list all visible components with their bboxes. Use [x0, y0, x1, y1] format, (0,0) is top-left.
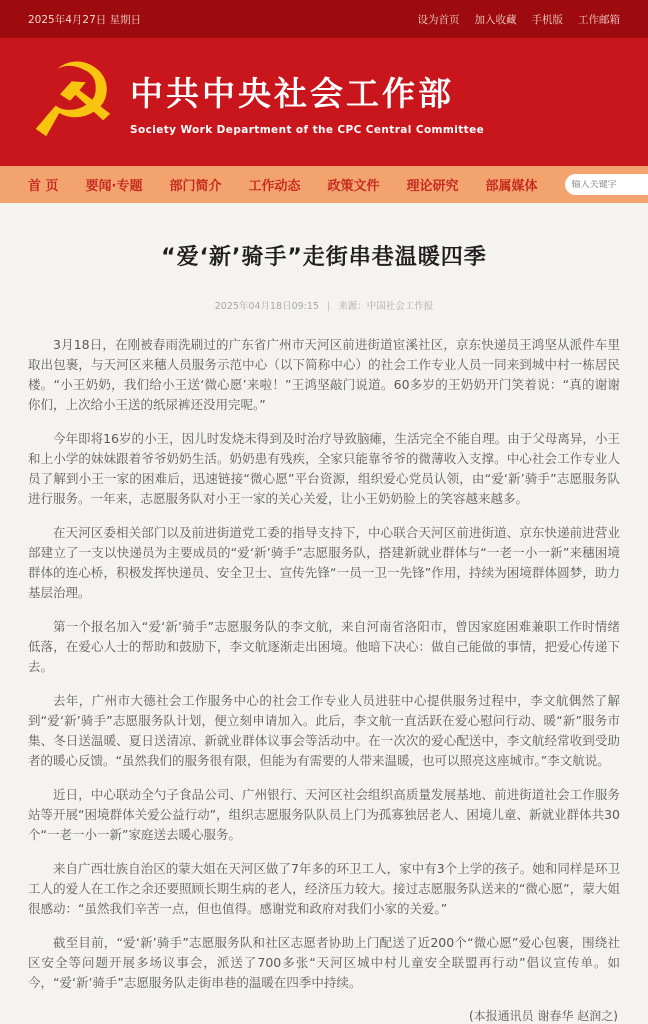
article-paragraph: 在天河区委相关部门以及前进街道党工委的指导支持下，中心联合天河区前进街道、京东快递前进营业部建立了一支以快递员为主要成员的“爱‘新’骑手”志愿服务队，搭建新就业群体与“一老一小一新”来穗困境群体的连心桥，积极发挥快递员、安全卫士、宣传先锋“一员一卫一先锋”作用，持续为困境群体圆梦，助力基层治理。 — [28, 525, 620, 600]
link-mobile-version[interactable]: 手机版 — [531, 13, 563, 26]
article-paragraph: 截至目前，“爱‘新’骑手”志愿服务队和社区志愿者协助上门配送了近200个“微心愿”爱心包裹，围绕社区安全等问题开展多场议事会，派送了700多张“天河区城中村儿童安全联盟再行动”倡议宣传单。如今，“爱‘新’骑手”志愿服务队走街串巷的温暖在四季中持续。 — [28, 935, 620, 990]
nav-item-affiliated-media[interactable]: 部属媒体 — [485, 179, 538, 194]
main-nav — [0, 166, 648, 203]
article-paragraph: 第一个报名加入“爱‘新’骑手”志愿服务队的李文航，来自河南省洛阳市，曾因家庭困难兼职工作时情绪低落，在爱心人士的帮助和鼓励下，李文航逐渐走出困境。他暗下决心：做自己能做的事情，把爱心传递下去。 — [28, 619, 620, 674]
article-paragraph: 今年即将16岁的小王，因儿时发烧未得到及时治疗导致脑瘫，生活完全不能自理。由于父母离异，小王和上小学的妹妹跟着爷爷奶奶生活。奶奶患有残疾，全家只能靠爷爷的微薄收入支撑。中心社会工作专业人员了解到小王一家的困难后，迅速链接“微心愿”平台资源，组织爱心党员认领，由“爱‘新’骑手”志愿服务队进行服务。一年来，志愿服务队对小王一家的关心关爱，让小王奶奶脸上的笑容越来越多。 — [28, 431, 620, 506]
article-paragraph: 3月18日，在刚被春雨洗刷过的广东省广州市天河区前进街道宦溪社区，京东快递员王鸿坚从派件车里取出包裹，与天河区来穗人员服务示范中心（以下简称中心）的社会工作专业人员一同来到城中村一栋居民楼。“小王奶奶，我们给小王送‘微心愿’来啦！”王鸿坚敲门说道。60多岁的王奶奶开门笑着说：“真的谢谢你们，上次给小王送的纸尿裤还没用完呢。” — [28, 337, 620, 412]
party-emblem-icon[interactable]: ☭ — [27, 42, 119, 161]
site-title: 中共中央社会工作部 — [130, 74, 454, 113]
site-identity — [130, 68, 484, 136]
nav-item-work-updates[interactable]: 工作动态 — [248, 179, 301, 194]
nav-item-home[interactable]: 首 页 — [28, 179, 59, 194]
article-container — [0, 203, 648, 1024]
topbar — [0, 0, 648, 38]
topbar-date: 2025年4月27日 星期日 — [28, 13, 142, 26]
article-byline: (本报通讯员 谢春华 赵润之) — [469, 1009, 618, 1023]
article-paragraph: 近日，中心联动全勺子食品公司、广州银行、天河区社会组织高质量发展基地、前进街道社会工作服务站等开展“困境群体关爱公益行动”，组织志愿服务队队员上门为孤寡独居老人、困境儿童、新就业群体共30个“一老一小一新”家庭送去暖心服务。 — [28, 787, 620, 842]
topbar-links — [418, 12, 621, 27]
nav-item-department-intro[interactable]: 部门简介 — [169, 179, 222, 194]
article-body — [28, 335, 620, 993]
site-header — [0, 38, 648, 166]
article-title: “爱‘新’骑手”走街串巷温暖四季 — [161, 245, 487, 270]
search-input[interactable] — [572, 180, 648, 190]
nav-item-theory-research[interactable]: 理论研究 — [406, 179, 459, 194]
nav-item-policy-documents[interactable]: 政策文件 — [327, 179, 380, 194]
nav-item-news-topics[interactable]: 要闻·专题 — [85, 179, 143, 194]
link-work-mailbox[interactable]: 工作邮箱 — [578, 13, 620, 26]
article-paragraph: 去年，广州市大德社会工作服务中心的社会工作专业人员进驻中心提供服务过程中，李文航偶然了解到“爱‘新’骑手”志愿服务队计划，便立刻申请加入。此后，李文航一直活跃在爱心慰问行动、暖“新”服务市集、冬日送温暖、夏日送清凉、新就业群体议事会等活动中。在一次次的爱心配送中，李文航经常收到受助者的暖心反馈。“虽然我们的服务很有限，但能为有需要的人带来温暖，也可以照亮这座城市。”李文航说。 — [28, 693, 620, 768]
search-box — [565, 174, 648, 195]
link-set-homepage[interactable]: 设为首页 — [417, 13, 460, 26]
article-source: 来源：中国社会工作报 — [338, 301, 434, 312]
site-subtitle: Society Work Department of the CPC Central Committee — [130, 124, 485, 136]
link-add-favorite[interactable]: 加入收藏 — [474, 13, 517, 26]
article-date: 2025年04月18日09:15 — [214, 301, 319, 312]
meta-separator: | — [327, 301, 331, 312]
article-meta — [28, 298, 620, 312]
article-paragraph: 来自广西壮族自治区的蒙大姐在天河区做了7年多的环卫工人，家中有3个上学的孩子。她和同样是环卫工人的爱人在工作之余还要照顾长期生病的老人，经济压力较大。接过志愿服务队送来的“微心愿”，蒙大姐很感动：“虽然我们辛苦一点，但也值得。感谢党和政府对我们小家的关爱。” — [28, 861, 620, 916]
